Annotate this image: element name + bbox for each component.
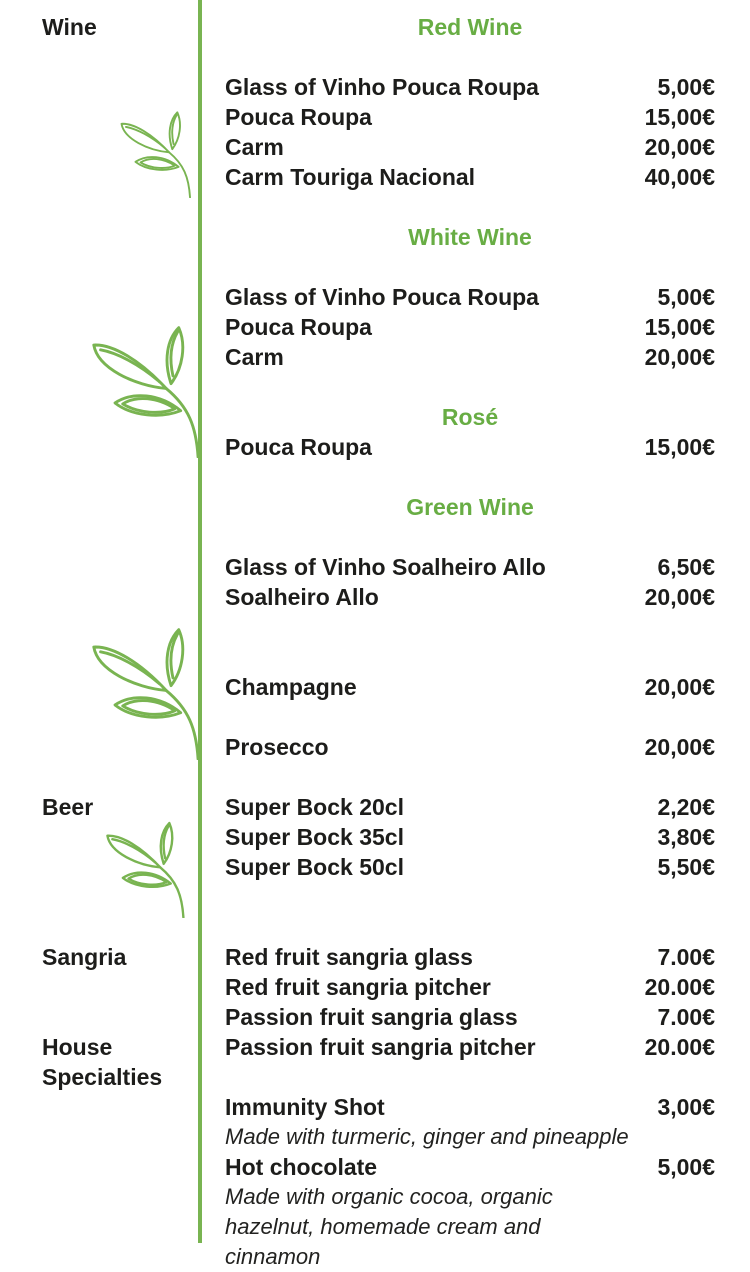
menu-item <box>225 72 715 102</box>
menu-item-name: Passion fruit sangria glass <box>225 1004 518 1030</box>
menu-item-name: Glass of Vinho Pouca Roupa <box>225 284 539 310</box>
menu-item <box>225 432 715 462</box>
menu-item <box>225 792 715 822</box>
menu-item-price: 20,00€ <box>644 134 715 160</box>
leaf-branch-icon <box>84 318 204 458</box>
menu-item-name: Carm <box>225 344 284 370</box>
category-label-beer: Beer <box>42 794 94 820</box>
menu-item-name: Red fruit sangria pitcher <box>225 974 491 1000</box>
menu-item-price: 40,00€ <box>644 164 715 190</box>
menu-item <box>225 942 715 972</box>
menu-item <box>225 342 715 372</box>
leaf-branch-icon <box>84 620 204 760</box>
menu-item-price: 5,00€ <box>657 74 715 100</box>
menu-item-price: 5,00€ <box>657 1154 715 1180</box>
menu-item-name: Pouca Roupa <box>225 314 372 340</box>
menu-item-name: Champagne <box>225 674 357 700</box>
section-header-green-wine: Green Wine <box>406 494 534 520</box>
section-header-rose: Rosé <box>441 404 499 430</box>
menu-item <box>225 672 715 702</box>
menu-item-name: Passion fruit sangria pitcher <box>225 1034 536 1060</box>
menu-item-price: 2,20€ <box>657 794 715 820</box>
menu-item <box>225 282 715 312</box>
menu-item <box>225 1002 715 1032</box>
menu-item-name: Glass of Vinho Pouca Roupa <box>225 74 539 100</box>
menu-item-name: Super Bock 20cl <box>225 794 404 820</box>
menu-item <box>225 582 715 612</box>
menu-item-price: 3,00€ <box>657 1094 715 1120</box>
menu-item-price: 20.00€ <box>644 974 715 1000</box>
menu-item-name: Carm <box>225 134 284 160</box>
menu-item-price: 20.00€ <box>644 1034 715 1060</box>
menu-item-name: Super Bock 35cl <box>225 824 404 850</box>
menu-item <box>225 162 715 192</box>
menu-item <box>225 1032 715 1062</box>
menu-item-price: 3,80€ <box>657 824 715 850</box>
menu-item-price: 7.00€ <box>657 944 715 970</box>
menu-item-price: 20,00€ <box>644 584 715 610</box>
menu-item-price: 15,00€ <box>644 314 715 340</box>
menu-item <box>225 1152 715 1182</box>
menu-item <box>225 732 715 762</box>
menu-item-name: Pouca Roupa <box>225 104 372 130</box>
menu-item <box>225 552 715 582</box>
menu-item <box>225 972 715 1002</box>
menu-item-price: 6,50€ <box>657 554 715 580</box>
menu-item-price: 15,00€ <box>644 434 715 460</box>
menu-item-price: 15,00€ <box>644 104 715 130</box>
menu-item <box>225 1092 715 1122</box>
menu-item-name: Pouca Roupa <box>225 434 372 460</box>
item-description: Made with organic cocoa, organic hazelnut, homemade cream and cinnamon <box>225 1184 553 1269</box>
menu-item-name: Immunity Shot <box>225 1094 385 1120</box>
category-label-sangria: Sangria <box>42 944 127 970</box>
leaf-branch-icon <box>86 816 202 918</box>
menu-item-name: Super Bock 50cl <box>225 854 404 880</box>
menu-content <box>225 12 715 1272</box>
menu-item-price: 5,00€ <box>657 284 715 310</box>
section-header-white-wine: White Wine <box>408 224 532 250</box>
menu-item-price: 7.00€ <box>657 1004 715 1030</box>
menu-item-name: Carm Touriga Nacional <box>225 164 476 190</box>
menu-item-price: 20,00€ <box>644 734 715 760</box>
category-label-wine: Wine <box>42 14 97 40</box>
menu-item-price: 5,50€ <box>657 854 715 880</box>
menu-item <box>225 132 715 162</box>
menu-item-name: Soalheiro Allo <box>225 584 379 610</box>
leaf-branch-icon <box>106 106 203 198</box>
menu-item <box>225 102 715 132</box>
menu-item-name: Glass of Vinho Soalheiro Allo <box>225 554 546 580</box>
category-label-house-specialties: House Specialties <box>42 1034 163 1090</box>
menu-item-name: Red fruit sangria glass <box>225 944 473 970</box>
menu-item <box>225 312 715 342</box>
menu-item-price: 20,00€ <box>644 674 715 700</box>
menu-item-name: Prosecco <box>225 734 329 760</box>
menu-item-price: 20,00€ <box>644 344 715 370</box>
menu-item <box>225 822 715 852</box>
menu-item-name: Hot chocolate <box>225 1154 378 1180</box>
menu-item <box>225 852 715 882</box>
item-description: Made with turmeric, ginger and pineapple <box>225 1124 629 1149</box>
section-header-red-wine: Red Wine <box>417 14 523 40</box>
